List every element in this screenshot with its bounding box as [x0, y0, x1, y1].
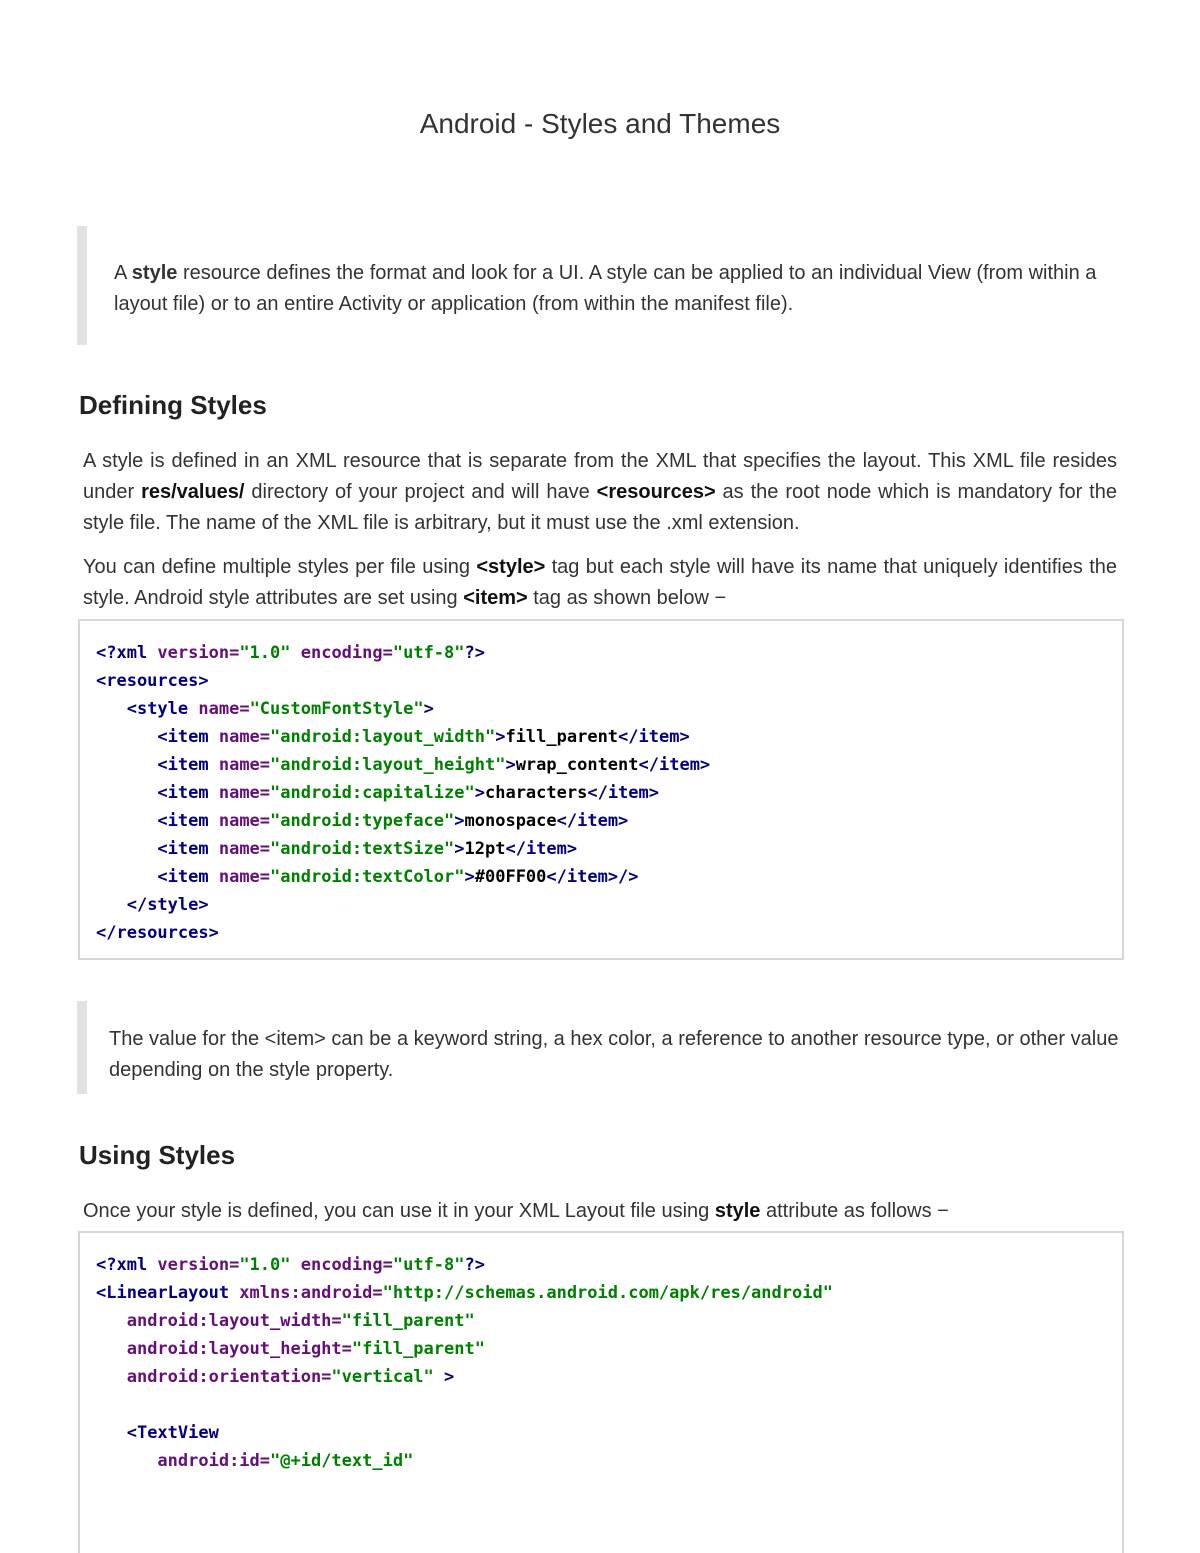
item-value-note-text: The value for the <item> can be a keyword string, a hex color, a reference to another resource type, or other value depending on the style property.: [109, 1028, 1119, 1081]
item-value-note: [77, 1001, 1122, 1094]
code-line: <LinearLayout xmlns:android="http://schemas.android.com/apk/res/android": [96, 1283, 833, 1303]
code-line-item: <item name="android:layout_width">fill_parent</item>: [157, 727, 690, 747]
paragraph-using-1: Once your style is defined, you can use it in your XML Layout file using style attribute as follows −: [83, 1200, 949, 1222]
code-line: android:id="@+id/text_id": [157, 1451, 414, 1471]
intro-note-text: A style resource defines the format and look for a UI. A style can be applied to an individual View (from within a layout file) or to an entire Activity or application (from within the manifest file).: [114, 262, 1097, 315]
code-line: <?xml version="1.0" encoding="utf-8"?>: [96, 643, 485, 663]
section-heading-defining-styles: Defining Styles: [79, 390, 267, 420]
code-line-item: <item name="android:typeface">monospace</item>: [157, 811, 629, 831]
code-block-layout-xml: [78, 1231, 1124, 1553]
code-line-blank: [96, 1391, 1122, 1419]
paragraph-defining-1: A style is defined in an XML resource that is separate from the XML that specifies the layout. This XML file resides under res/values/ directory of your project and will have <resources> as the root node which is mandatory for the style file. The name of the XML file is arbitrary, but it must use the .xml extension.: [83, 450, 1117, 534]
code-line: <?xml version="1.0" encoding="utf-8"?>: [96, 1255, 485, 1275]
code-line-item: <item name="android:textSize">12pt</item>: [157, 839, 578, 859]
code-line: <style name="CustomFontStyle">: [126, 699, 434, 719]
code-line-item: <item name="android:textColor">#00FF00</item>/>: [157, 867, 639, 887]
code-line-item: <item name="android:capitalize">characters</item>: [157, 783, 659, 803]
code-line-item: <item name="android:layout_height">wrap_content</item>: [157, 755, 711, 775]
code-line: android:orientation="vertical" >: [126, 1367, 455, 1387]
page-title: Android - Styles and Themes: [419, 108, 781, 139]
code-line: android:layout_width="fill_parent": [126, 1311, 475, 1331]
code-line: android:layout_height="fill_parent": [126, 1339, 485, 1359]
code-block-styles-xml: [78, 619, 1124, 960]
section-heading-using-styles: Using Styles: [79, 1140, 236, 1170]
code-line: </style>: [126, 895, 209, 915]
intro-note: [77, 226, 1122, 345]
code-line: </resources>: [96, 923, 219, 943]
code-line: <resources>: [96, 671, 209, 691]
paragraph-defining-2: You can define multiple styles per file using <style> tag but each style will have its name that uniquely identifies the style. Android style attributes are set using <item> tag as shown below −: [83, 556, 1117, 609]
code-line: <TextView: [126, 1423, 219, 1443]
